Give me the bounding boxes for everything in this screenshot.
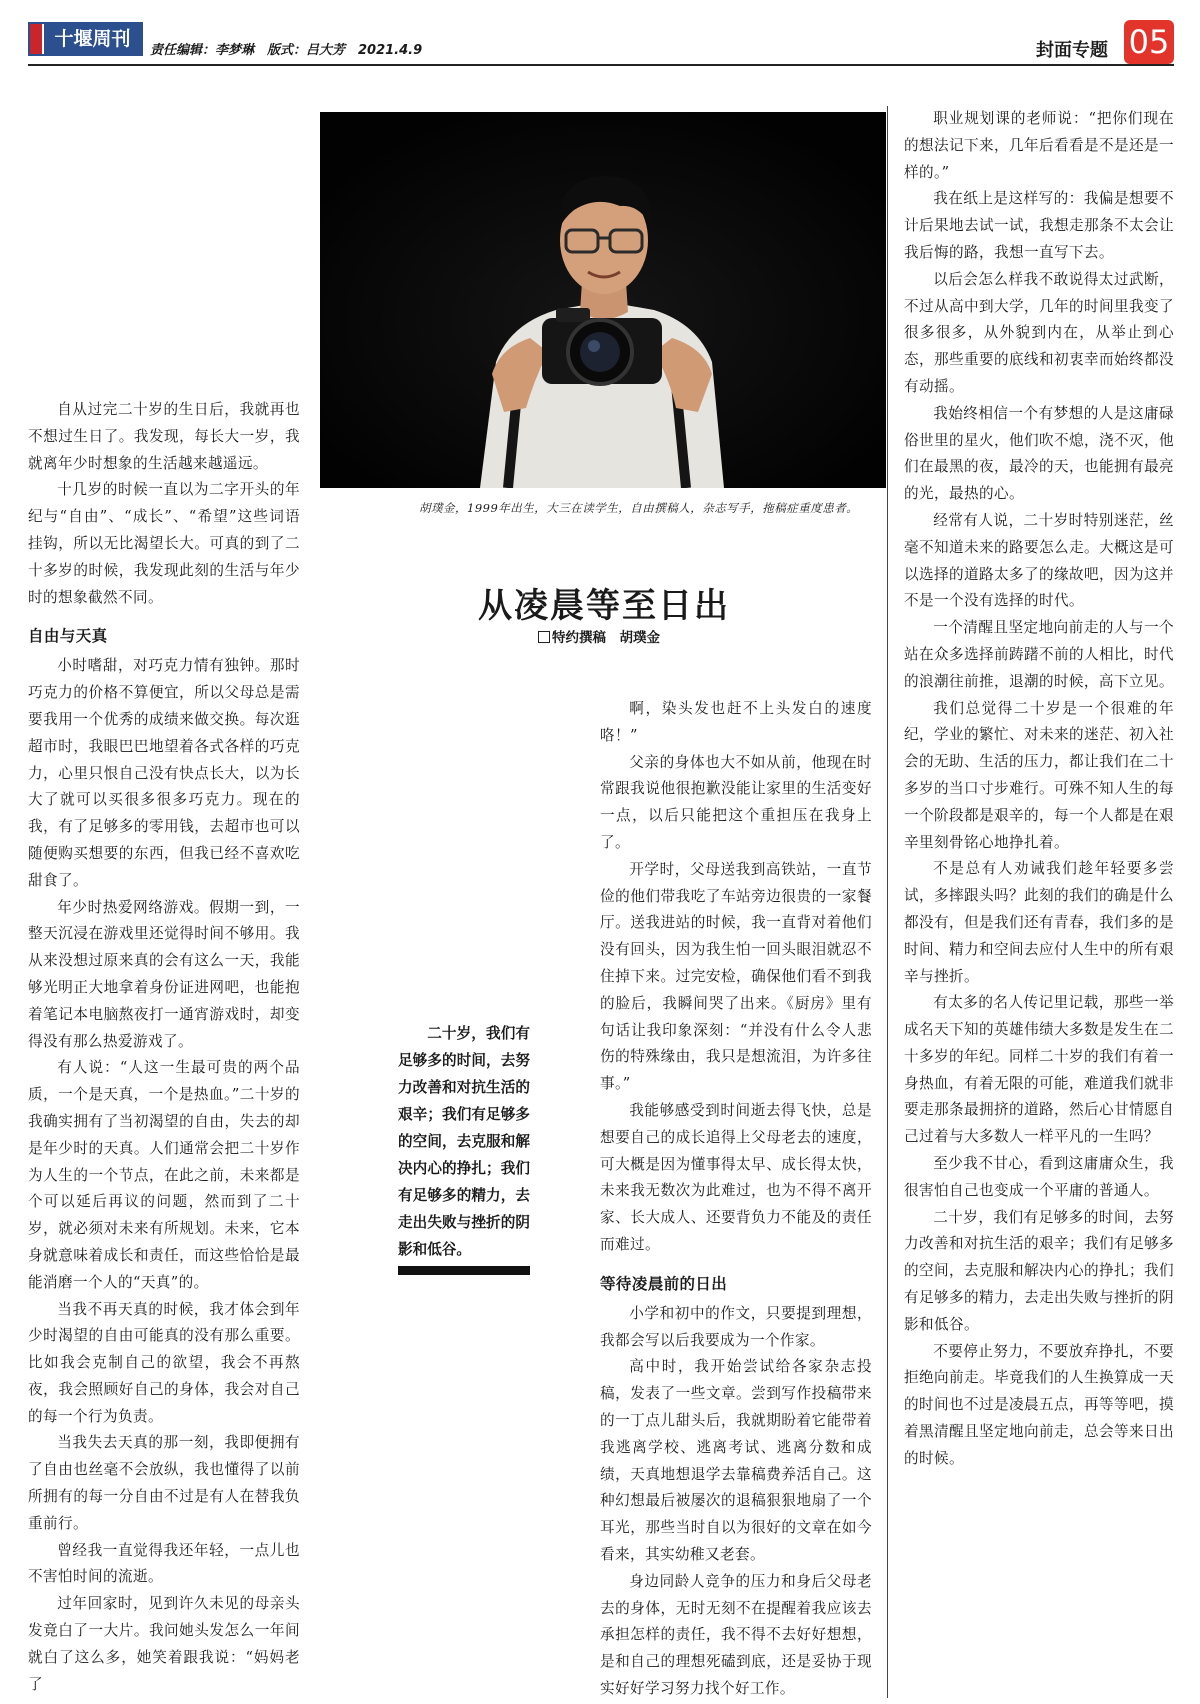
editor-line: 责任编辑：李梦琳 版式：吕大芳 2021.4.9 bbox=[150, 43, 423, 58]
pull-quote-bar bbox=[398, 1266, 530, 1275]
paragraph: 当我不再天真的时候，我才体会到年少时渴望的自由可能真的没有那么重要。比如我会克制自己的欲望，我会不再熬夜，我会照顾好自己的身体，我会对自己的每一个行为负责。 bbox=[28, 1300, 300, 1425]
paragraph: 有太多的名人传记里记载，那些一举成名天下知的英雄伟绩大多数是发生在二十多岁的年纪。同样二十岁的我们有着一身热血，有着无限的可能，难道我们就非要走那条最拥挤的道路，然后心甘情愿自己过着与大多数人一样平凡的一生吗？ bbox=[904, 994, 1174, 1146]
masthead-logo bbox=[28, 22, 143, 56]
masthead-red-bar bbox=[30, 24, 42, 54]
hollow-square-icon bbox=[538, 631, 550, 643]
paragraph: 小时嗜甜，对巧克力情有独钟。那时巧克力的价格不算便宜，所以父母总是需要我用一个优秀的成绩来做交换。每次逛超市时，我眼巴巴地望着各式各样的巧克力，心里只恨自己没有快点长大，以为长大了就可以买很多很多巧克力。现在的我，有了足够多的零用钱，去超市也可以随便购买想要的东西，但我已经不喜欢吃甜食了。 bbox=[28, 657, 300, 889]
paragraph: 不是总有人劝诫我们趁年轻要多尝试，多摔跟头吗？此刻的我们的确是什么都没有，但是我们还有青春，我们多的是时间、精力和空间去应付人生中的所有艰辛与挫折。 bbox=[904, 860, 1174, 985]
paragraph: 自从过完二十岁的生日后，我就再也不想过生日了。我发现，每长大一岁，我就离年少时想象的生活越来越遥远。 bbox=[28, 401, 300, 472]
paragraph: 高中时，我开始尝试给各家杂志投稿，发表了一些文章。尝到写作投稿带来的一丁点儿甜头后，我就期盼着它能带着我逃离学校、逃离考试、逃离分数和成绩，天真地想退学去靠稿费养活自己。这种幻想最后被屡次的退稿狠狠地扇了一个耳光，那些当时自以为很好的文章在如今看来，其实幼稚又老套。 bbox=[600, 1358, 872, 1563]
pull-quote-text: 二十岁，我们有足够多的时间，去努力改善和对抗生活的艰辛；我们有足够多的空间，去克服和解决内心的挣扎；我们有足够多的精力，去走出失败与挫折的阴影和低谷。 bbox=[398, 1025, 530, 1258]
paragraph: 一个清醒且坚定地向前走的人与一个站在众多选择前踌躇不前的人相比，时代的浪潮往前推，退潮的时候，高下立见。 bbox=[904, 619, 1174, 690]
byline bbox=[538, 626, 660, 646]
paragraph: 十几岁的时候一直以为二字开头的年纪与“自由”、“成长”、“希望”这些词语挂钩，所以无比渴望长大。可真的到了二十多岁的时候，我发现此刻的生活与年少时的想象截然不同。 bbox=[28, 481, 300, 606]
masthead-text: 十堰周刊 bbox=[44, 24, 141, 54]
paragraph: 啊，染头发也赶不上头发白的速度咯！” bbox=[600, 700, 872, 744]
paragraph: 职业规划课的老师说：“把你们现在的想法记下来，几年后看看是不是还是一样的。” bbox=[904, 110, 1174, 181]
byline-text: 特约撰稿 胡璞金 bbox=[552, 630, 660, 646]
paragraph: 曾经我一直觉得我还年轻，一点儿也不害怕时间的流逝。 bbox=[28, 1541, 300, 1586]
article-title: 从凌晨等至日出 bbox=[478, 586, 730, 626]
paragraph: 身边同龄人竞争的压力和身后父母老去的身体，无时无刻不在提醒着我应该去承担怎样的责任，我不得不去好好想想，是和自己的理想死磕到底，还是妥协于现实好好学习努力找个好工作。 bbox=[600, 1572, 872, 1697]
paragraph: 父亲的身体也大不如从前，他现在时常跟我说他很抱歉没能让家里的生活变好一点，以后只能把这个重担压在我身上了。 bbox=[600, 753, 872, 851]
paragraph: 我能够感受到时间逝去得飞快，总是想要自己的成长追得上父母老去的速度，可大概是因为懂事得太早、成长得太快，未来我无数次为此难过，也为不得不离开家、长大成人、还要背负力不能及的责任而难过。 bbox=[600, 1101, 872, 1253]
paragraph: 小学和初中的作文，只要提到理想，我都会写以后我要成为一个作家。 bbox=[600, 1304, 872, 1349]
paragraph: 我在纸上是这样写的：我偏是想要不计后果地去试一试，我想走那条不太会让我后悔的路，我想一直写下去。 bbox=[904, 190, 1174, 261]
subheading: 等待凌晨前的日出 bbox=[600, 1274, 728, 1293]
article-column-2 bbox=[600, 696, 872, 1703]
paragraph: 过年回家时，见到许久未见的母亲头发竟白了一大片。我问她头发怎么一年间就白了这么多，她笑着跟我说：“妈妈老了 bbox=[28, 1595, 300, 1693]
subheading: 自由与天真 bbox=[28, 627, 108, 646]
paragraph: 年少时热爱网络游戏。假期一到，一整天沉浸在游戏里还觉得时间不够用。我从来没想过原来真的会有这么一天，我能够光明正大地拿着身份证进网吧，也能抱着笔记本电脑熬夜打一通宵游戏时，却变得没有那么热爱游戏了。 bbox=[28, 898, 300, 1050]
paragraph: 经常有人说，二十岁时特别迷茫，丝毫不知道未来的路要怎么走。大概这是可以选择的道路太多了的缘故吧，因为这并不是一个没有选择的时代。 bbox=[904, 511, 1174, 610]
paragraph: 二十岁，我们有足够多的时间，去努力改善和对抗生活的艰辛；我们有足够多的空间，去克服和解决内心的挣扎；我们有足够多的精力，去走出失败与挫折的阴影和低谷。 bbox=[904, 1208, 1174, 1333]
section-title: 封面专题 bbox=[1036, 40, 1108, 61]
header-divider bbox=[28, 64, 1174, 66]
paragraph: 我们总觉得二十岁是一个很难的年纪，学业的繁忙、对未来的迷茫、初入社会的无助、生活的压力，都让我们在二十多岁的当口寸步难行。可殊不知人生的每一个阶段都是艰辛的，每一个人都是在艰辛里刻骨铭心地挣扎着。 bbox=[904, 699, 1174, 851]
photo-caption: 胡璞金，1999年出生，大三在读学生，自由撰稿人，杂志写手，拖稿症重度患者。 bbox=[419, 501, 859, 515]
paragraph: 开学时，父母送我到高铁站，一直节俭的他们带我吃了车站旁边很贵的一家餐厅。送我进站的时候，我一直背对着他们没有回头，因为我生怕一回头眼泪就忍不住掉下来。过完安检，确保他们看不到我的脸后，我瞬间哭了出来。《厨房》里有句话让我印象深刻：“并没有什么令人悲伤的特殊缘由，我只是想流泪，为许多往事。” bbox=[600, 860, 872, 1093]
pull-quote bbox=[398, 1020, 530, 1263]
paragraph: 当我失去天真的那一刻，我即便拥有了自由也丝毫不会放纵，我也懂得了以前所拥有的每一分自由不过是有人在替我负重前行。 bbox=[28, 1434, 300, 1532]
paragraph: 以后会怎么样我不敢说得太过武断，不过从高中到大学，几年的时间里我变了很多很多，从外貌到内在，从举止到心态，那些重要的底线和初衷幸而始终都没有动摇。 bbox=[904, 270, 1174, 395]
paragraph: 有人说：“人这一生最可贵的两个品质，一个是天真，一个是热血。”二十岁的我确实拥有了当初渴望的自由，失去的却是年少时的天真。人们通常会把二十岁作为人生的一个节点，在此之前，未来都是个可以延后再议的问题，然而到了二十岁，就必须对未来有所规划。未来，它本身就意味着成长和责任，而这些恰恰是最能消磨一个人的“天真”的。 bbox=[28, 1059, 300, 1291]
article-column-3 bbox=[904, 106, 1174, 1473]
page-number-badge: 05 bbox=[1124, 20, 1174, 64]
paragraph: 至少我不甘心，看到这庸庸众生，我很害怕自己也变成一个平庸的普通人。 bbox=[904, 1155, 1174, 1199]
column-divider bbox=[887, 106, 888, 1698]
paragraph: 不要停止努力，不要放弃挣扎，不要拒绝向前走。毕竟我们的人生换算成一天的时间也不过是凌晨五点，再等等吧，摸着黑清醒且坚定地向前走，总会等来日出的时候。 bbox=[904, 1342, 1174, 1467]
portrait-illustration bbox=[320, 112, 886, 488]
portrait-photo bbox=[320, 112, 886, 488]
article-column-1 bbox=[28, 397, 300, 1698]
paragraph: 我始终相信一个有梦想的人是这庸碌俗世里的星火，他们吹不熄，浇不灭，他们在最黑的夜，最冷的天，也能拥有最亮的光，最热的心。 bbox=[904, 404, 1174, 503]
